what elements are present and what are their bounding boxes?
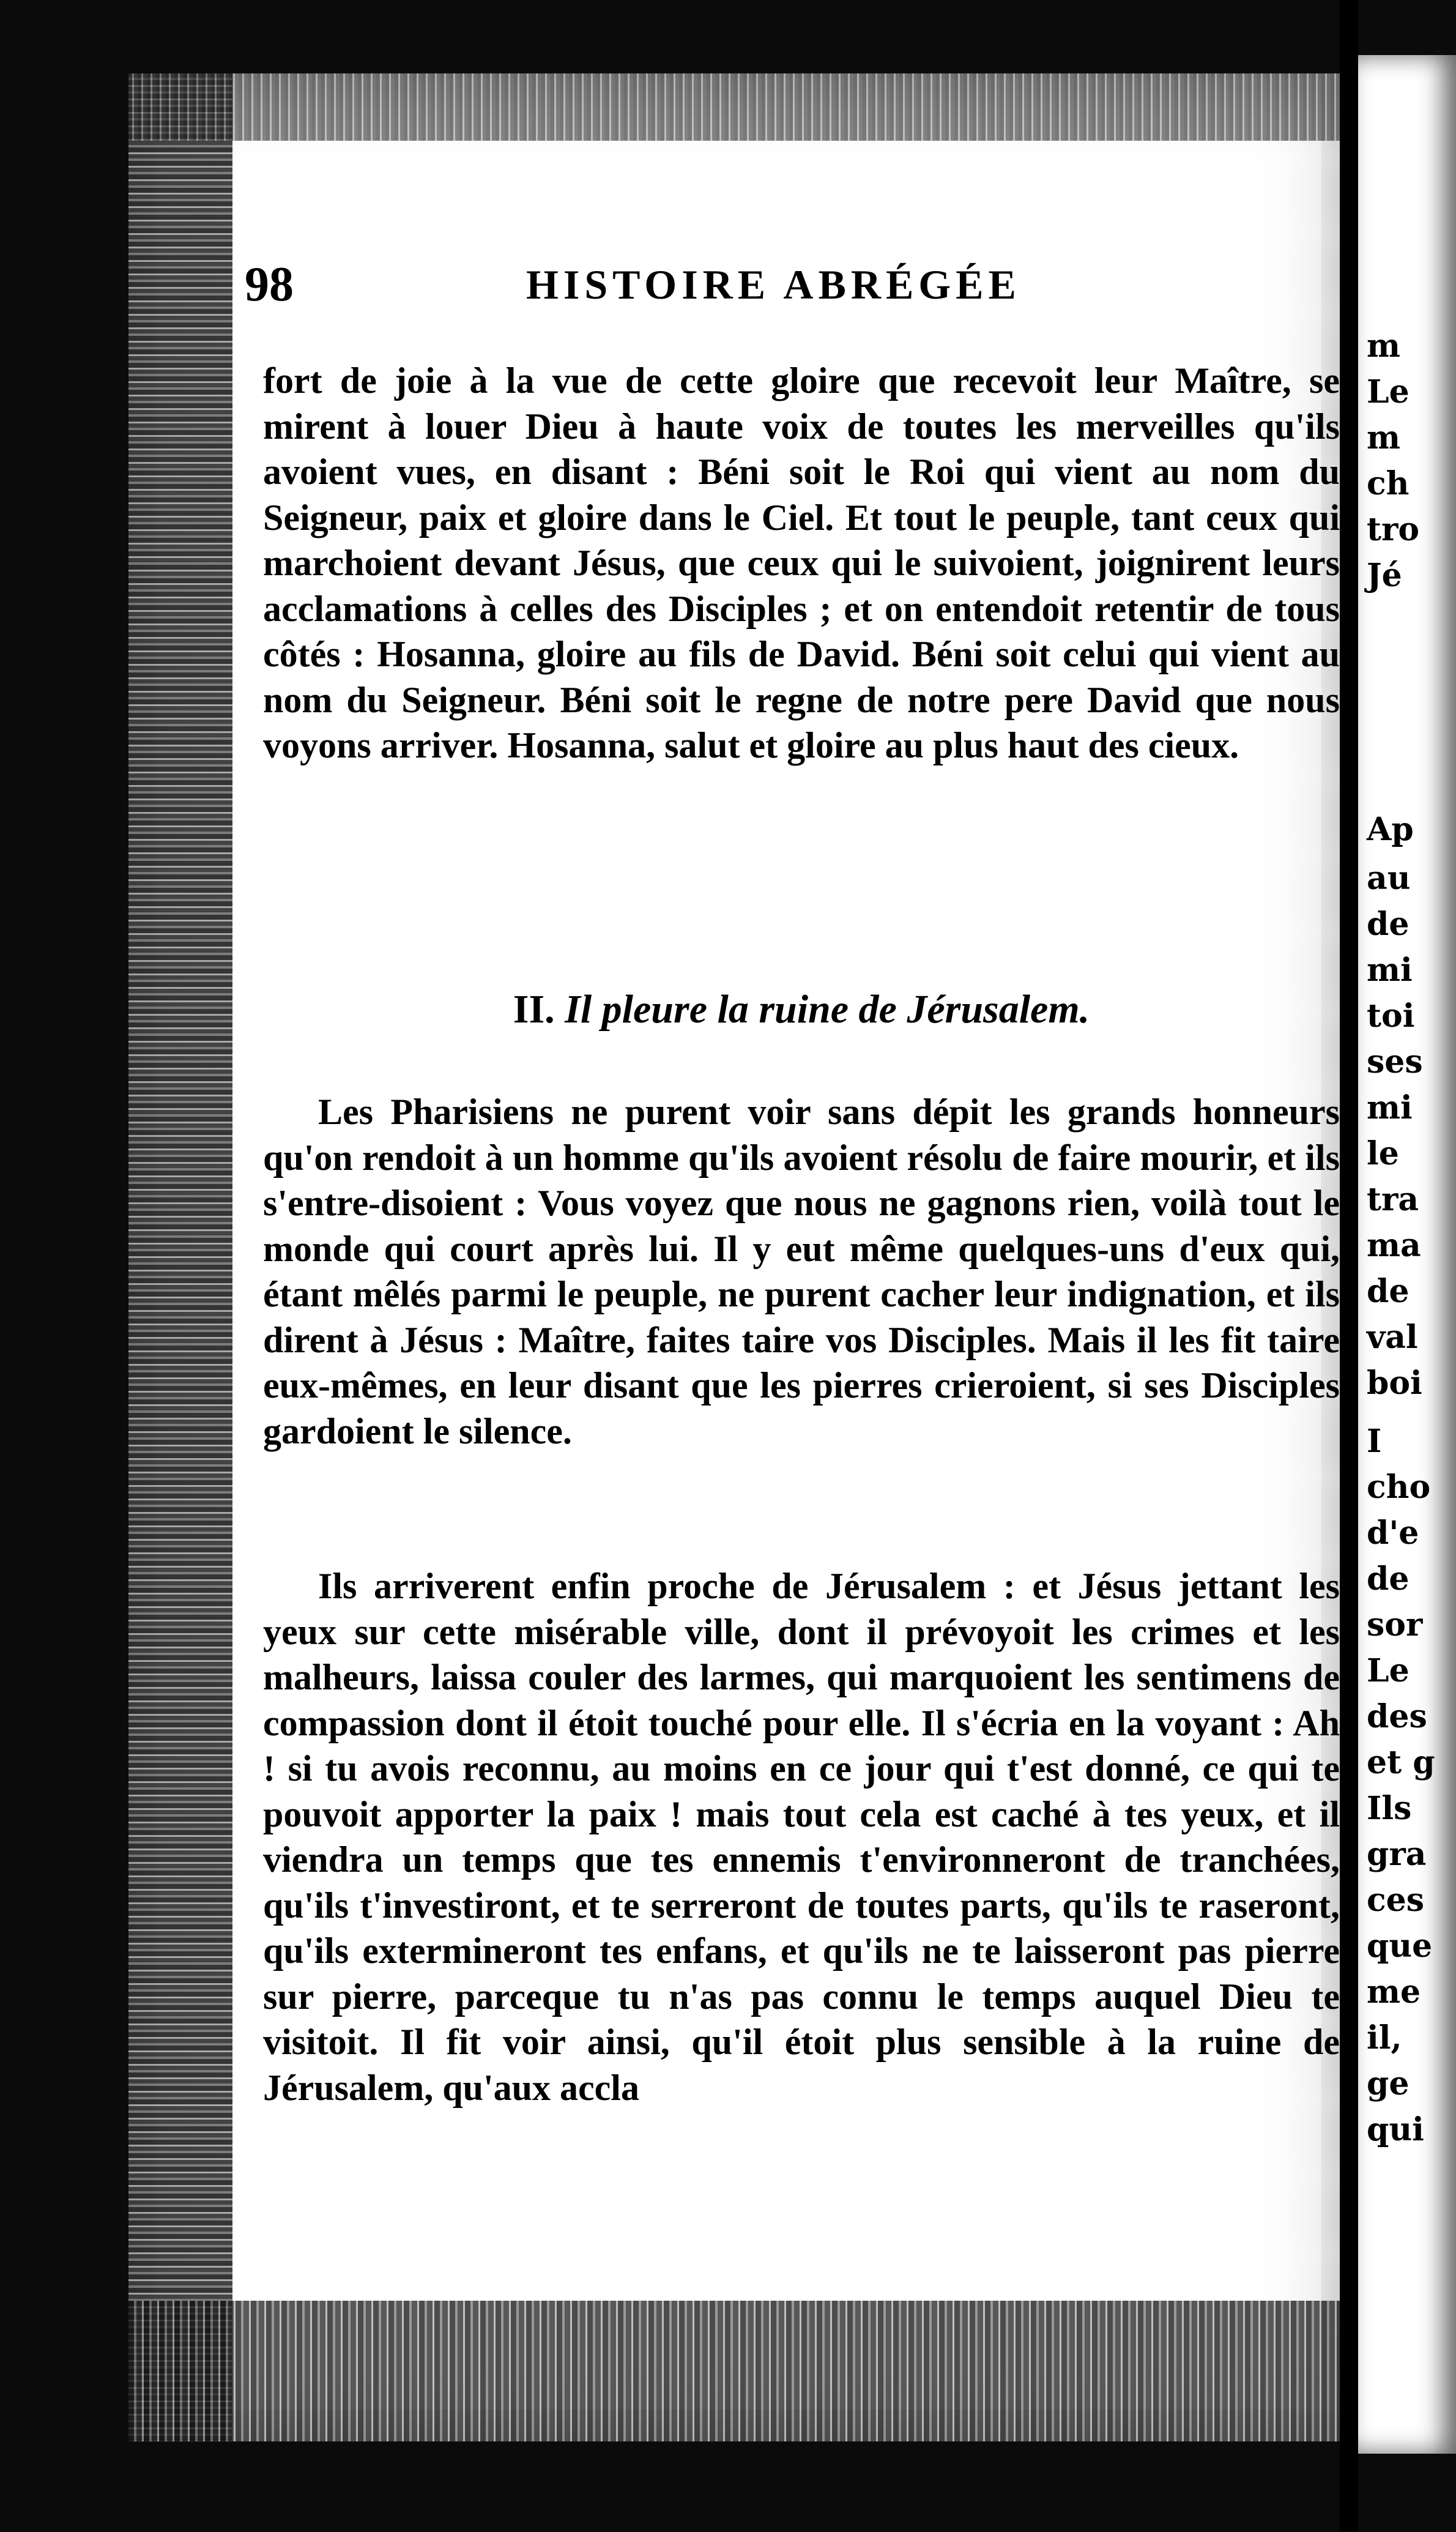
right-page-line-fragment: me: [1367, 1973, 1421, 2011]
right-page-line-fragment: qui: [1367, 2111, 1424, 2148]
right-page-line-fragment: val: [1367, 1319, 1418, 1356]
paragraph-1-text: fort de joie à la vue de cette gloire que recevoit leur Maître, se mirent à louer Dieu à haute voix de toutes les merveilles qu'ils avoient vues, en disant : Béni soit le Roi qui vient au nom du Seigneur, paix et gloire dans le Ciel. Et tout le peuple, tant ceux qui marchoient devant Jésus, que ceux qui le suivoient, joignirent leurs acclamations à celles des Disciples ; et on entendoit retentir de tous côtés : Hosanna, gloire au fils de David. Béni soit celui qui vient au nom du Seigneur. Béni soit le regne de notre pere David que nous voyons arriver. Hosanna, salut et gloire au plus haut des cieux.: [263, 360, 1340, 765]
right-page-line-fragment: de: [1367, 1560, 1410, 1598]
paragraph-2: [263, 1089, 1340, 1454]
right-page-line-fragment: ge: [1367, 2065, 1410, 2102]
right-page-line-fragment: gra: [1367, 1836, 1427, 1873]
right-page-line-fragment: mi: [1367, 1089, 1413, 1126]
right-page-line-fragment: tro: [1367, 511, 1420, 548]
running-head-title: HISTOIRE ABRÉGÉE: [526, 261, 1021, 308]
right-page-line-fragment: Le: [1367, 373, 1410, 411]
right-page-line-fragment: mi: [1367, 951, 1413, 989]
page-edge-shadow-left: [128, 73, 232, 2441]
right-page-line-fragment: le: [1367, 1135, 1399, 1172]
section-number: II.: [513, 987, 555, 1032]
right-page-line-fragment: m: [1367, 327, 1401, 365]
right-page-line-fragment: I: [1367, 1423, 1382, 1460]
right-page-line-fragment: il,: [1367, 2019, 1402, 2057]
right-page-line-fragment: de: [1367, 1273, 1410, 1310]
page-edge-shadow-bottom: [128, 2301, 1346, 2441]
right-page-line-fragment: de: [1367, 906, 1410, 943]
right-page-line-fragment: d'e: [1367, 1514, 1419, 1552]
right-page-line-fragment: m: [1367, 419, 1401, 456]
right-page-line-fragment: Le: [1367, 1652, 1410, 1689]
right-page-line-fragment: ch: [1367, 465, 1410, 502]
section-title: Il pleure la ruine de Jérusalem.: [565, 987, 1090, 1032]
right-page-line-fragment: sor: [1367, 1606, 1423, 1644]
right-page-line-fragment: tra: [1367, 1181, 1419, 1218]
page-number: 98: [245, 258, 294, 311]
right-page-line-fragment: boi: [1367, 1365, 1422, 1402]
right-page-line-fragment: ma: [1367, 1227, 1421, 1264]
right-page-line-fragment: cho: [1367, 1469, 1431, 1506]
paragraph-1: [263, 358, 1340, 769]
book-gutter: [1340, 0, 1358, 2532]
right-page-line-fragment: des: [1367, 1698, 1427, 1735]
right-page-line-fragment: Ap: [1367, 811, 1414, 848]
right-page-line-fragment: ses: [1367, 1043, 1423, 1081]
right-page-line-fragment: et g: [1367, 1744, 1435, 1781]
right-page-line-fragment: ces: [1367, 1882, 1425, 1919]
right-page-line-fragment: au: [1367, 860, 1411, 897]
right-page-line-fragment: Ils: [1367, 1790, 1412, 1827]
paragraph-3: [263, 1563, 1340, 2110]
right-page-line-fragment: que: [1367, 1927, 1433, 1965]
right-page-sliver: [1358, 55, 1456, 2454]
section-heading: [263, 982, 1340, 1037]
right-page-line-fragment: toi: [1367, 997, 1415, 1035]
paragraph-2-text: Les Pharisiens ne purent voir sans dépit les grands honneurs qu'on rendoit à un homme qu'ils avoient résolu de faire mourir, et ils s'entre-disoient : Vous voyez que nous ne gagnons rien, voilà tout le monde qui court après lui. Il y eut même quelques-uns d'eux qui, étant mêlés parmi le peuple, ne purent cacher leur indignation, et ils dirent à Jésus : Maître, faites taire vos Disciples. Mais il les fit taire eux-mêmes, en leur disant que les pierres crieroient, si ses Disciples gardoient le silence.: [263, 1092, 1340, 1451]
paragraph-3-text: Ils arriverent enfin proche de Jérusalem : et Jésus jettant les yeux sur cette misérable ville, dont il prévoyoit les crimes et les malheurs, laissa couler des larmes, qui marquoient les sentimens de compassion dont il étoit touché pour elle. Il s'écria en la voyant : Ah ! si tu avois reconnu, au moins en ce jour qui t'est donné, ce qui te pouvoit apporter la paix ! mais tout cela est caché à tes yeux, et il viendra un temps que tes ennemis t'environneront de tranchées, qu'ils t'investiront, et te serreront de toutes parts, qu'ils te raseront, qu'ils extermineront tes enfans, et qu'ils ne te laisseront pas pierre sur pierre, parceque tu n'as pas connu le temps auquel Dieu te visitoit. Il fit voir ainsi, qu'il étoit plus sensible à la ruine de Jérusalem, qu'aux accla: [263, 1566, 1340, 2108]
right-page-line-fragment: Jé: [1367, 557, 1402, 594]
page-edge-shadow-top: [128, 73, 1346, 141]
